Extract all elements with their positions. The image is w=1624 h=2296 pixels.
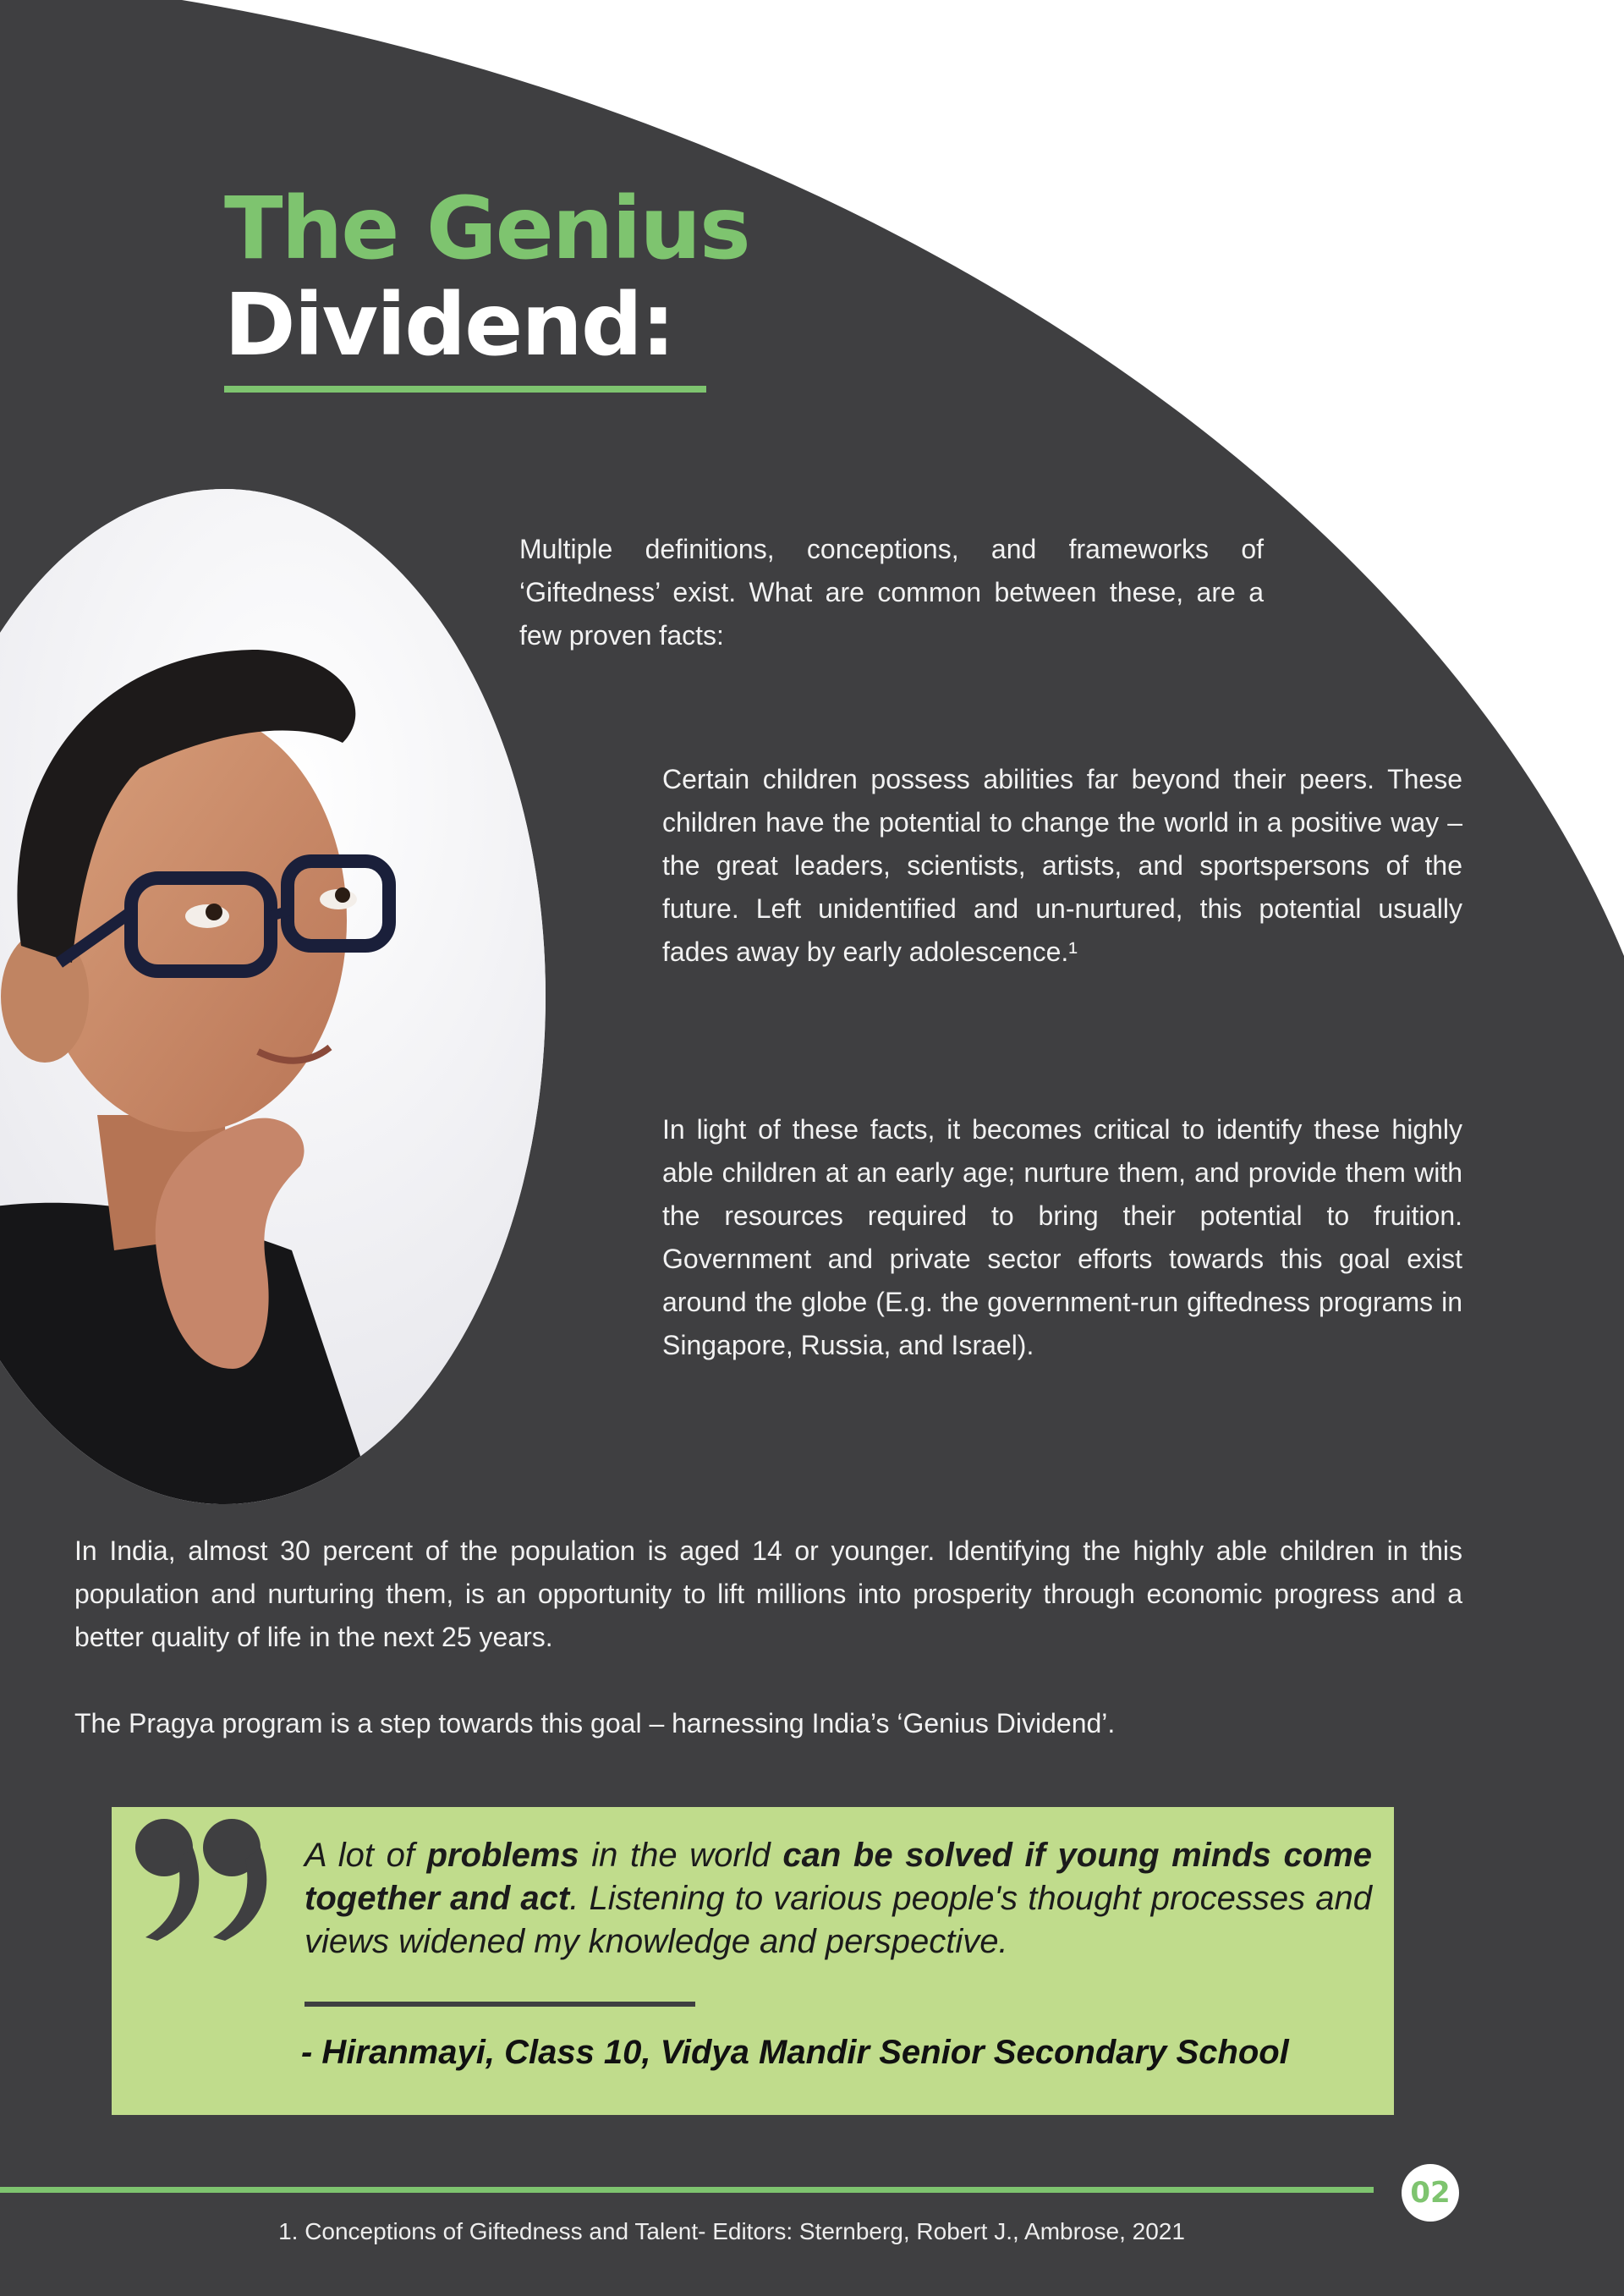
quote-bold2: can be solved if young minds come together and act xyxy=(304,1837,1373,1917)
quote-bold1: problems xyxy=(426,1837,579,1874)
intro-paragraph: Multiple definitions, conceptions, and frameworks of ‘Giftedness’ exist. What are common between these, are a few proven facts: xyxy=(519,534,1264,651)
quote-part2: in the world xyxy=(579,1837,783,1874)
quote-attribution: - Hiranmayi, Class 10, Vidya Mandir Senior Secondary School xyxy=(301,2034,1289,2071)
page-number-badge: 02 xyxy=(1402,2164,1459,2222)
india-paragraph: In India, almost 30 percent of the population is aged 14 or younger. Identifying the highly able children in this population and nurturing them, is an opportunity to lift millions into prosperity through economic progress and a better quality of life in the next 25 years. xyxy=(74,1535,1462,1652)
title-underline xyxy=(224,386,706,393)
footnote: 1. Conceptions of Giftedness and Talent- Editors: Sternberg, Robert J., Ambrose, 2021 xyxy=(278,2218,1185,2244)
pragya-paragraph: The Pragya program is a step towards this goal – harnessing India’s ‘Genius Dividend’. xyxy=(74,1708,1116,1738)
page-title-line2: Dividend: xyxy=(224,275,674,376)
quote-part1: A lot of xyxy=(304,1837,427,1874)
in-light-paragraph: In light of these facts, it becomes critical to identify these highly able children at an early age; nurture them, and provide them with the resources required to bring their potential to fruition. Government and private sector efforts towards this goal exist around the globe (E.g. the government-run giftedness programs in Singapore, Russia, and Israel). xyxy=(662,1114,1462,1360)
quote-text xyxy=(304,1834,1372,1964)
quote-part3: . Listening to various people's thought processes and views widened my knowledge and perspective. xyxy=(304,1880,1372,1960)
page-title-line1: The Genius xyxy=(224,179,749,279)
quote-divider xyxy=(304,2002,695,2007)
quote-mark-icon xyxy=(129,1812,272,1947)
footer-line xyxy=(0,2187,1374,2193)
facts-paragraph: Certain children possess abilities far beyond their peers. These children have the potential to change the world in a positive way – the great leaders, scientists, artists, and sportspersons of the future. Left unidentified and un-nurtured, this potential usually fades away by early adolescence.¹ xyxy=(662,764,1462,967)
